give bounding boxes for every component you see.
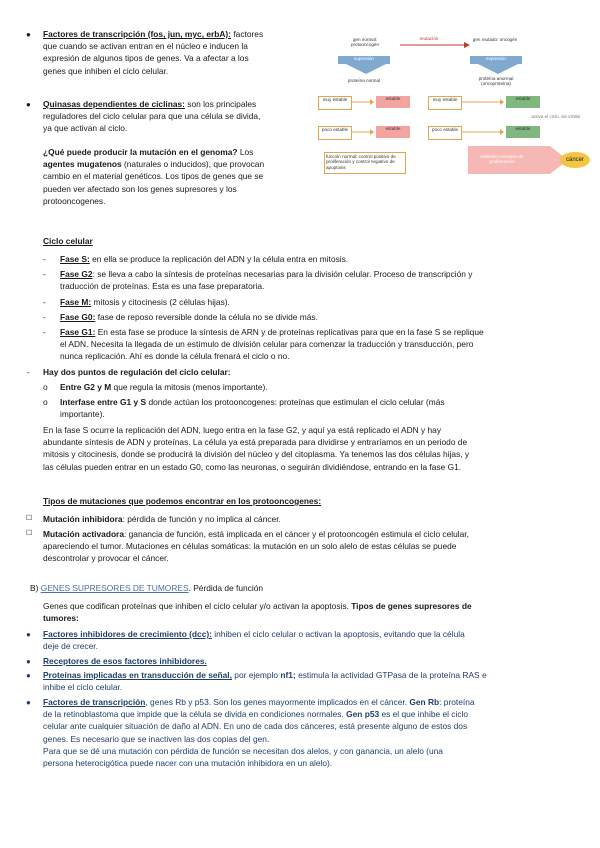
- poco-estable-box: poco estable: [318, 126, 352, 140]
- bullet-icon: ●: [26, 698, 31, 707]
- bullet-icon: ●: [26, 100, 31, 109]
- paragraph-quinasas: Quinasas dependientes de ciclinas: son los principales reguladores del ciclo celular para que una célula se divida, ya que activan al ciclo.: [43, 99, 261, 134]
- paragraph-mutacion: ¿Qué puede producir la mutación en el genoma? Los agentes mugatenos (naturales o inducidos), que provocan cambio en el material genéticos. Los tipos de genes que se pueden ver afectado son los genes supresores y los protooncogenes.: [43, 147, 265, 206]
- circle-bullet-icon: o: [43, 397, 48, 407]
- estable-box: estable: [506, 96, 540, 108]
- receptores: Receptores de esos factores inhibidores.: [43, 656, 207, 666]
- bullet-icon: ●: [26, 30, 31, 39]
- muy-estable-box: muy estable: [318, 96, 352, 110]
- proteinas-transduccion: Proteínas implicadas en transducción de señal, por ejemplo nf1; estimula la actividad GTPasa de la proteína RAS e inhibe el ciclo celular.: [43, 670, 487, 693]
- proteina-anormal-label: proteína anormal (oncoproteína): [478, 76, 514, 87]
- bullet-icon: ●: [26, 630, 31, 639]
- activa-ciclo-label: activa el ciclo, sin inhibir: [531, 114, 581, 119]
- bullet-icon: ●: [26, 657, 31, 666]
- dash: -: [43, 269, 46, 279]
- expresion-box: expresión: [470, 56, 522, 64]
- fase-m: Fase M: mitosis y citocinesis (2 células hijas).: [60, 297, 230, 307]
- dash: -: [43, 254, 46, 264]
- oncogene-diagram: [316, 34, 592, 186]
- poco-estable-box: poco estable: [428, 126, 462, 140]
- gen-mutado-label: gen mutado: oncogén: [472, 37, 518, 42]
- down-arrow-icon: [346, 64, 386, 74]
- arrows-left: [352, 98, 374, 142]
- term: Factores de transcripción (fos, jun, myc, erbA):: [43, 29, 232, 39]
- ciclo-paragraph: En la fase S ocurre la replicación del ADN, luego entra en la fase G2, y aquí ya está replicado el ADN y hay abundante síntesis de ADN y proteínas. La célula ya está preparada para dividirse y entraríamos en un periodo de mitosis y citocinesis, donde se producirá la división del núcleo y del citoplasma. Ya tenemos las dos células hijas, y las células pueden entrar en un estado G0, como las neuronas, o seguirán dividiéndose, entrando en la fase G1.: [43, 425, 470, 472]
- mutacion-inhibidora: Mutación inhibidora: pérdida de función y no implica al cáncer.: [43, 514, 281, 524]
- supresion-box: supresión: [338, 56, 390, 64]
- estimulo-label: estímulo excesivo de proliferación: [480, 154, 524, 165]
- dash: -: [43, 327, 46, 337]
- bullet-icon: ●: [26, 671, 31, 680]
- dash: -: [27, 367, 30, 377]
- section-title: Tipos de mutaciones que podemos encontrar en los protooncogenes:: [43, 496, 322, 506]
- poco-estable-result: estable: [506, 126, 540, 138]
- punto-g2-m: Entre G2 y M que regula la mitosis (menos importante).: [60, 382, 268, 392]
- dash: -: [43, 297, 46, 307]
- down-arrow-icon: [478, 64, 518, 74]
- factores-inhibidores: Factores inhibidores de crecimiento (dcc): inhiben el ciclo celular o activan la apoptosis, evitando que la célula deje de crecer.: [43, 629, 465, 652]
- punto-g1-s: Interfase entre G1 y S donde actúan los protooncogenes: proteínas que estimulan el ciclo celular (más importante).: [60, 397, 445, 420]
- funcion-normal-box: función normal: control positivo de proliferación y control negativo de apoptosis: [324, 152, 406, 174]
- mutation-arrow: [400, 42, 470, 48]
- factores-transcripcion: Factores de transcripción, genes Rb y p53. Son los genes mayormente implicados en el cáncer. Gen Rb: proteína de la retinoblastoma que impide que la célula se divida en condiciones normales. Gen p53 es el que inhibe el ciclo celular ante cualquier situación de daño al ADN. En uno de cada dos cánceres, está presente alguno de estos dos genes. Es necesario que se inactiven las dos copias del gen. Para que se dé una mutación con pérdida de función se necesitan dos alelos, y con ganancia, un alelo (una persona heterocigótica puede nacer con una mutación inhibidora en un alelo).: [43, 697, 475, 769]
- gen-normal-label: gen normal: protooncogén: [350, 37, 380, 48]
- mutacion-activadora: Mutación activadora: ganancia de función, está implicada en el cáncer y el protooncogén estimula el ciclo celular, apareciendo el tumor. Mutaciones en células somáticas: la mutación en un solo alelo de estas células se puede descontrolar y provocar el cáncer.: [43, 529, 469, 564]
- estable-box: estable: [376, 96, 410, 108]
- puntos-heading: Hay dos puntos de regulación del ciclo celular:: [43, 367, 231, 377]
- muy-estable-box: muy estable: [428, 96, 462, 110]
- paragraph-transcripcion: Factores de transcripción (fos, jun, myc, erbA): factores que cuando se activan entran en el núcleo e inducen la expresión de algunos tipos de genes. Va a afectar a los genes que inhiben el ciclo celular.: [43, 29, 264, 76]
- fase-g1: Fase G1: En esta fase se produce la síntesis de ARN y de proteínas replicativas para que en la fase S se replique el ADN. Necesita la llegada de un estímulo de división celular para comenzar la traducción y transducción, pero nunca replicación. Ahí es donde la célula frenará el ciclo o no.: [60, 327, 484, 362]
- mutacion-label: mutación: [419, 36, 439, 41]
- proteina-normal-label: proteína normal: [347, 78, 381, 83]
- section-heading: B) GENES SUPRESORES DE TUMORES. Pérdida de función: [30, 583, 264, 593]
- dash: -: [43, 312, 46, 322]
- fase-s: Fase S: en ella se produce la replicación del ADN y la célula entra en mitosis.: [60, 254, 349, 264]
- fase-g2: Fase G2: se lleva a cabo la síntesis de proteínas necesarias para la división celular. Proceso de transcripción y traducción de proteínas. Esta es una fase preparatoria.: [60, 269, 473, 292]
- circle-bullet-icon: o: [43, 382, 48, 392]
- arrows-right: [462, 98, 504, 142]
- poco-estable-result: estable: [376, 126, 410, 138]
- checkbox-bullet-icon: ☐: [26, 515, 33, 522]
- fase-g0: Fase G0: fase de reposo reversible donde la célula no se divide más.: [60, 312, 318, 322]
- section-title: Ciclo celular: [43, 236, 93, 246]
- supresores-intro: Genes que codifican proteínas que inhiben el ciclo celular y/o activan la apoptosis. Tipos de genes supresores de tumores:: [43, 601, 472, 624]
- cancer-badge: cáncer: [560, 152, 590, 168]
- checkbox-bullet-icon: ☐: [26, 530, 33, 537]
